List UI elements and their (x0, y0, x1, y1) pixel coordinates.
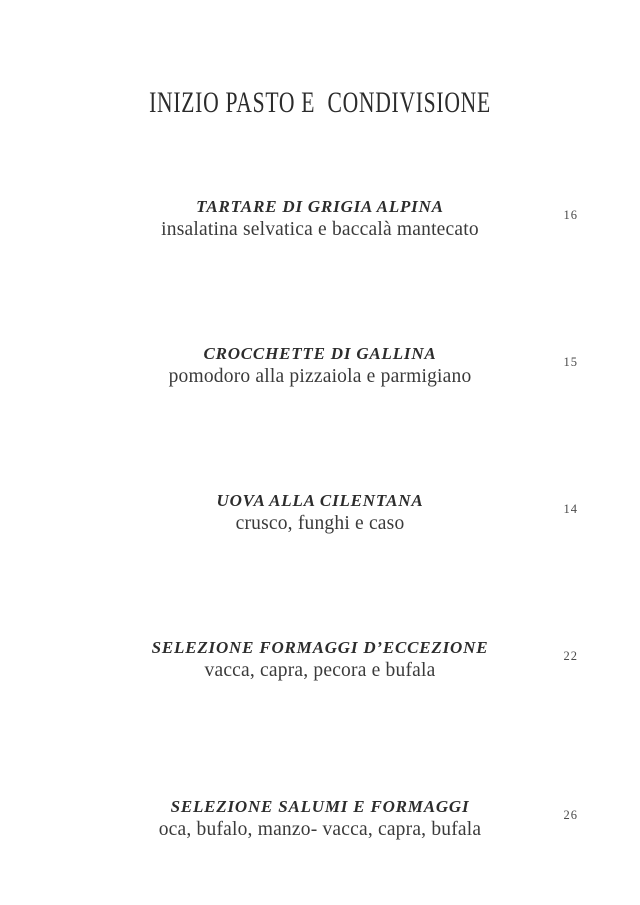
menu-item-crocchette (0, 343, 640, 389)
dish-name: SELEZIONE FORMAGGI D’ECCEZIONE (151, 638, 489, 657)
menu-item-tartare (0, 196, 640, 242)
dish-price: 22 (563, 649, 578, 663)
dish-price: 15 (563, 355, 578, 369)
dish-name: SELEZIONE SALUMI E FORMAGGI (170, 797, 470, 816)
dish-name: CROCCHETTE DI GALLINA (203, 344, 437, 363)
dish-price: 26 (563, 808, 578, 822)
dish-price: 16 (563, 208, 578, 222)
menu-items-list (0, 196, 640, 842)
menu-section-title: INIZIO PASTO E CONDIVISIONE (149, 86, 491, 119)
dish-description: vacca, capra, pecora e bufala (204, 660, 436, 681)
dish-name: UOVA ALLA CILENTANA (216, 491, 424, 510)
dish-price: 14 (563, 502, 578, 516)
menu-item-salumi (0, 796, 640, 842)
dish-description: pomodoro alla pizzaiola e parmigiano (168, 366, 472, 387)
dish-description: insalatina selvatica e baccalà mantecato (161, 219, 479, 240)
menu-item-formaggi (0, 637, 640, 683)
dish-description: oca, bufalo, manzo- vacca, capra, bufala (158, 819, 482, 840)
menu-item-uova (0, 490, 640, 536)
dish-description: crusco, funghi e caso (235, 513, 405, 534)
dish-name: TARTARE DI GRIGIA ALPINA (196, 197, 444, 216)
